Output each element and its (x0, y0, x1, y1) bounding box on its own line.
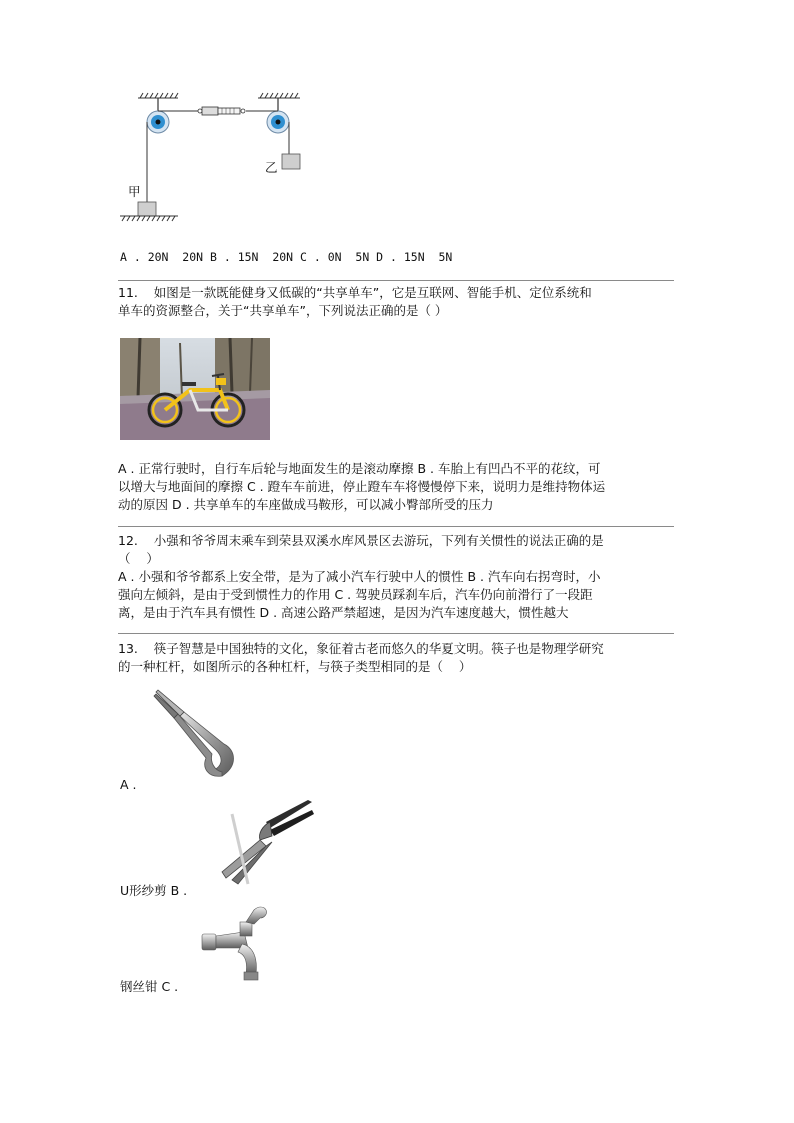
u-shaped-scissors-image (150, 688, 240, 780)
q11-opt-line1: A . 正常行驶时，自行车后轮与地面发生的是滚动摩擦 B . 车胎上有凹凸不平的花纹，可 (118, 461, 601, 476)
q12-stem-line1: 12. 小强和爷爷周末乘车到荣县双溪水库风景区去游玩，下列有关惯性的说法正确的是 (118, 533, 604, 548)
question-13 (118, 640, 676, 676)
water-faucet-image (198, 904, 278, 988)
label-jia: 甲 (128, 184, 141, 199)
left-pulley (147, 111, 169, 133)
q13-option-b: U形纱剪 B . (120, 883, 188, 898)
divider-1 (118, 280, 674, 281)
shared-bike-photo (120, 338, 270, 440)
q11-opt-line3: 动的原因 D . 共享单车的车座做成马鞍形，可以减小臀部所受的压力 (118, 497, 494, 512)
wire-pliers-image (212, 800, 316, 886)
divider-3 (118, 633, 674, 634)
q11-stem-line2: 单车的资源整合，关于“共享单车”，下列说法正确的是（ ） (118, 303, 448, 318)
block-yi (282, 154, 300, 169)
q13-stem-line1: 13. 筷子智慧是中国独特的文化，象征着古老而悠久的华夏文明。筷子也是物理学研究 (118, 641, 604, 656)
q11-opt-line2: 以增大与地面间的摩擦 C . 蹬车车前进，停止蹬车车将慢慢停下来，说明力是维持物体运 (118, 479, 606, 494)
spring-scale (198, 107, 245, 115)
q11-stem-line1: 11. 如图是一款既能健身又低碳的“共享单车”，它是互联网、智能手机、定位系统和 (118, 285, 592, 300)
right-pulley (267, 111, 289, 133)
label-yi: 乙 (265, 160, 278, 175)
q12-opt-line1: A . 小强和爷爷都系上安全带，是为了减小汽车行驶中人的惯性 B . 汽车向右拐弯时，小 (118, 569, 601, 584)
ground (120, 216, 178, 221)
question-12 (118, 532, 676, 622)
q12-stem-line2: （ ） (118, 551, 159, 566)
q12-opt-line3: 离，是由于汽车具有惯性 D . 高速公路严禁超速，是因为汽车速度越大，惯性越大 (118, 605, 569, 620)
q13-option-a: A . (120, 777, 137, 792)
q10-options: A . 20N 20N B . 15N 20N C . 0N 5N D . 15N 5N (120, 250, 453, 264)
ceiling-right (258, 93, 300, 98)
block-jia (138, 202, 156, 216)
q12-opt-line2: 强向左倾斜，是由于受到惯性力的作用 C . 驾驶员踩刹车后，汽车仍向前滑行了一段距 (118, 587, 593, 602)
q13-stem-line2: 的一种杠杆，如图所示的各种杠杆，与筷子类型相同的是（ ） (118, 659, 472, 674)
ceiling-left (138, 93, 178, 98)
divider-2 (118, 526, 674, 527)
question-11 (118, 284, 676, 320)
q13-option-c: 钢丝钳 C . (120, 979, 179, 994)
question-11-options (118, 460, 676, 514)
pulley-diagram (118, 92, 318, 227)
